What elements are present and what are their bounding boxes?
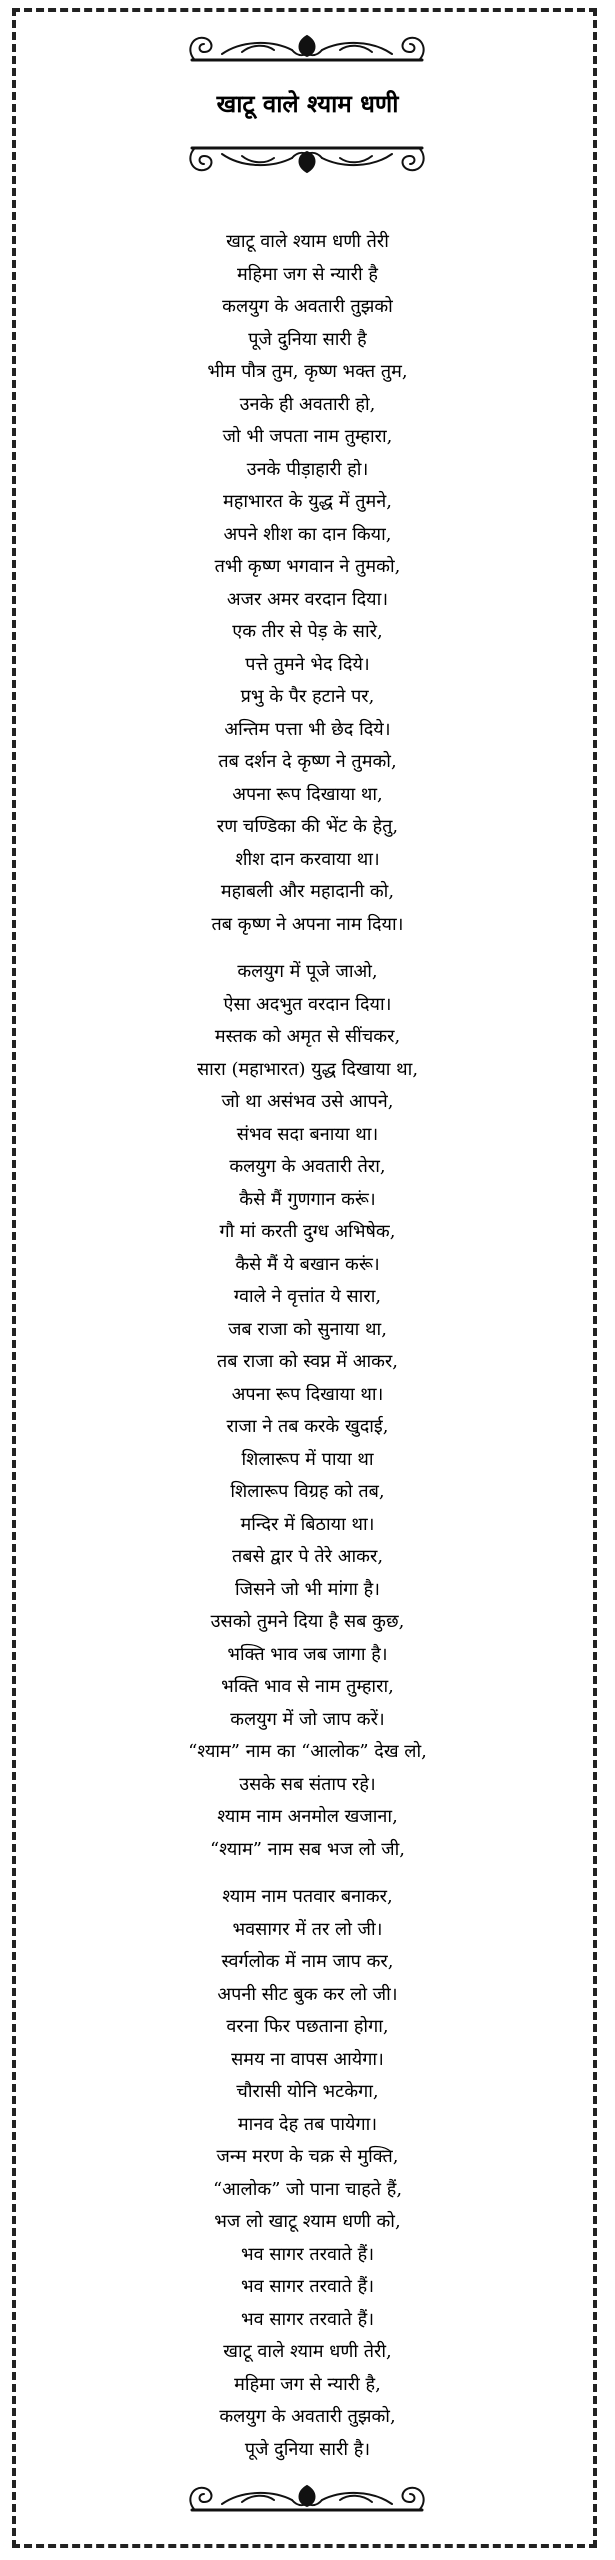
lyric-line: भवसागर में तर लो जी। (232, 1918, 383, 1940)
lyric-line: वरना फिर पछताना होगा, (226, 2016, 389, 2037)
lyric-line: सारा (महाभारत) युद्ध दिखाया था, (196, 1058, 419, 1080)
lyric-line: भव सागर तरवाते हैं। (240, 2276, 375, 2297)
lyric-line: श्याम नाम पतवार बनाकर, (222, 1886, 393, 1907)
lyric-line: अपने शीश का दान किया, (223, 523, 392, 545)
lyric-line: भव सागर तरवाते हैं। (240, 2308, 375, 2330)
lyric-line: शीश दान करवाया था। (235, 848, 380, 870)
lyric-line: राजा ने तब करके खुदाई, (226, 1416, 389, 1437)
page-title: खाटू वाले श्याम धणी (216, 90, 399, 118)
lyric-line: जो भी जपता नाम तुम्हारा, (222, 426, 393, 447)
lyric-line: भज लो खाटू श्याम धणी को, (214, 2211, 401, 2232)
lyric-line: चौरासी योनि भटकेगा, (236, 2081, 379, 2102)
lyric-line: गौ मां करती दुग्ध अभिषेक, (219, 1221, 396, 1242)
lyric-line: प्रभु के पैर हटाने पर, (240, 686, 375, 707)
stanza (0, 1881, 615, 2466)
lyric-line: जब राजा को सुनाया था, (228, 1318, 387, 1340)
lyric-line: भीम पौत्र तुम, कृष्ण भक्त तुम, (207, 361, 408, 382)
lyric-line: जन्म मरण के चक्र से मुक्ति, (216, 2146, 399, 2167)
lyric-line: कैसे मैं ये बखान करूं। (235, 1253, 380, 1275)
lyric-line: तब दर्शन दे कृष्ण ने तुमको, (218, 751, 397, 772)
lyric-line: पत्ते तुमने भेद दिये। (245, 653, 370, 675)
lyric-line: रण चण्डिका की भेंट के हेतु, (216, 816, 399, 837)
lyric-line: ग्वाले ने वृत्तांत ये सारा, (233, 1286, 382, 1307)
lyric-line: अपना रूप दिखाया था। (231, 1383, 384, 1405)
lyric-line: कलयुग में पूजे जाओ, (237, 961, 378, 982)
lyric-line: कलयुग के अवतारी तुझको (222, 296, 393, 317)
lyric-line: “श्याम” नाम का “आलोक” देख लो, (188, 1741, 427, 1762)
lyric-line: ऐसा अदभुत वरदान दिया। (223, 993, 392, 1015)
lyric-line: जिसने जो भी मांगा है। (235, 1578, 380, 1600)
lyrics-body (0, 226, 615, 2466)
lyric-line: कलयुग के अवतारी तेरा, (229, 1156, 386, 1177)
lyric-line: भक्ति भाव जब जागा है। (227, 1643, 388, 1665)
lyric-line: समय ना वापस आयेगा। (231, 2048, 384, 2070)
lyric-line: मस्तक को अमृत से सींचकर, (214, 1026, 401, 1047)
lyric-line: तभी कृष्ण भगवान ने तुमको, (214, 556, 401, 577)
lyric-line: भक्ति भाव से नाम तुम्हारा, (221, 1676, 394, 1697)
lyric-line: “आलोक” जो पाना चाहते हैं, (212, 2178, 403, 2200)
lyric-line: जो था असंभव उसे आपने, (221, 1091, 394, 1112)
lyric-line: शिलारूप विग्रह को तब, (230, 1481, 385, 1502)
lyric-line: शिलारूप में पाया था (241, 1448, 374, 1470)
lyric-line: खाटू वाले श्याम धणी तेरी (226, 231, 389, 252)
scroll-divider-icon (182, 144, 432, 178)
lyric-line: पूजे दुनिया सारी है। (244, 2438, 371, 2460)
lyric-line: भव सागर तरवाते हैं। (240, 2243, 375, 2265)
lyric-line: तबसे द्वार पे तेरे आकर, (231, 1546, 384, 1567)
lyric-line: अपना रूप दिखाया था, (232, 783, 383, 805)
lyric-line: कैसे मैं गुणगान करूं। (239, 1188, 376, 1210)
lyric-line: तब राजा को स्वप्न में आकर, (217, 1351, 398, 1372)
lyric-line: कलयुग में जो जाप करें। (230, 1708, 385, 1730)
lyric-line: मानव देह तब पायेगा। (237, 2113, 378, 2135)
scroll-divider-icon (182, 2480, 432, 2514)
lyric-line: अजर अमर वरदान दिया। (226, 588, 389, 610)
lyric-line: पूजे दुनिया सारी है (248, 328, 367, 350)
lyric-line: संभव सदा बनाया था। (236, 1123, 379, 1145)
lyric-line: महिमा जग से न्यारी है (237, 263, 378, 285)
lyric-line: स्वर्गलोक में नाम जाप कर, (221, 1951, 394, 1972)
scroll-divider-icon (182, 30, 432, 64)
lyric-line: महाभारत के युद्ध में तुमने, (223, 491, 392, 512)
lyric-line: कलयुग के अवतारी तुझको, (219, 2406, 396, 2427)
stanza (0, 956, 615, 1866)
lyric-line: अन्तिम पत्ता भी छेद दिये। (224, 718, 391, 740)
lyric-line: उसको तुमने दिया है सब कुछ, (210, 1611, 405, 1632)
lyric-line: मन्दिर में बिठाया था। (240, 1513, 375, 1535)
lyric-line: उसके सब संताप रहे। (239, 1773, 376, 1795)
lyric-line: तब कृष्ण ने अपना नाम दिया। (211, 913, 404, 935)
lyric-line: उनके पीड़ाहारी हो। (246, 458, 369, 480)
lyric-line: उनके ही अवतारी हो, (239, 393, 376, 415)
lyric-line: अपनी सीट बुक कर लो जी। (217, 1983, 398, 2005)
lyric-line: “श्याम” नाम सब भज लो जी, (209, 1838, 405, 1860)
lyric-line: महिमा जग से न्यारी है, (234, 2373, 381, 2395)
lyric-line: श्याम नाम अनमोल खजाना, (217, 1806, 398, 1827)
lyric-line: खाटू वाले श्याम धणी तेरी, (223, 2341, 392, 2362)
lyric-line: एक तीर से पेड़ के सारे, (232, 621, 383, 642)
stanza (0, 226, 615, 941)
lyric-line: महाबली और महादानी को, (220, 881, 395, 902)
